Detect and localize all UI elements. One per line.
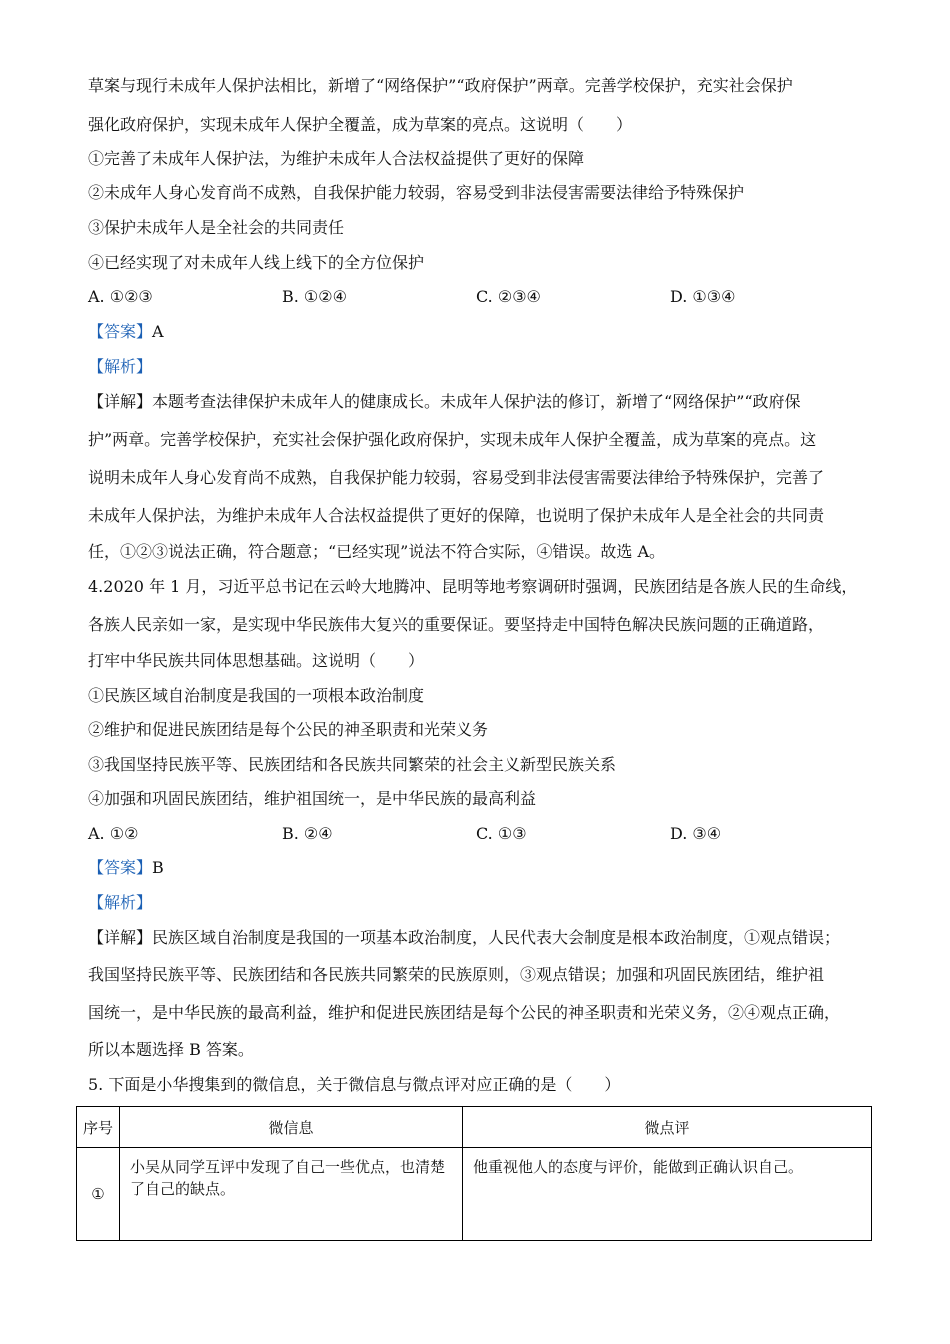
q4-answer-value: B: [152, 858, 164, 877]
q4-option-c: C. ①③: [476, 824, 527, 843]
q4-stem-line-1: 4.2020 年 1 月，习近平总书记在云岭大地腾冲、昆明等地考察调研时强调，民族团结是各族人民的生命线，: [88, 577, 858, 596]
q4-statement-3: ③我国坚持民族平等、民族团结和各民族共同繁荣的社会主义新型民族关系: [88, 755, 617, 774]
header-info: 微信息: [120, 1107, 463, 1148]
q4-statement-1: ①民族区域自治制度是我国的一项根本政治制度: [88, 686, 425, 705]
q4-detail-line-3: 国统一，是中华民族的最高利益，维护和促进民族团结是每个公民的神圣职责和光荣义务，②④观点正确，: [88, 1003, 841, 1022]
q3-detail-tag: 【详解】: [88, 392, 153, 411]
table-row: [77, 1148, 872, 1241]
q3-answer-tag: 【答案】: [88, 322, 153, 341]
q3-statement-3: ③保护未成年人是全社会的共同责任: [88, 218, 345, 237]
q4-detail-tag: 【详解】: [88, 928, 153, 947]
q4-stem-line-2: 各族人民亲如一家，是实现中华民族伟大复兴的重要保证。要坚持走中国特色解决民族问题的正确道路，: [88, 615, 825, 634]
q4-option-a: A. ①②: [88, 824, 139, 843]
q3-detail-line-1: [88, 392, 801, 412]
q4-statement-4: ④加强和巩固民族团结，维护祖国统一，是中华民族的最高利益: [88, 789, 537, 808]
q4-option-d: D. ③④: [670, 824, 722, 843]
q4-stem-line-3: 打牢中华民族共同体思想基础。这说明（ ）: [88, 651, 425, 670]
q4-options: [88, 824, 868, 844]
q4-answer: [88, 858, 164, 878]
q3-statement-1: ①完善了未成年人保护法，为维护未成年人合法权益提供了更好的保障: [88, 149, 585, 168]
q4-detail-line-1: [88, 928, 840, 948]
q4-statement-2: ②维护和促进民族团结是每个公民的神圣职责和光荣义务: [88, 720, 489, 739]
q3-detail-line-2: 护”两章。完善学校保护，充实社会保护强化政府保护，实现未成年人保护全覆盖，成为草案的亮点。这: [88, 430, 817, 449]
q5-table: [76, 1106, 872, 1241]
q4-option-b: B. ②④: [282, 824, 333, 843]
q3-stem-line-2: 强化政府保护，实现未成年人保护全覆盖，成为草案的亮点。这说明（ ）: [88, 115, 633, 134]
q5-stem: 5. 下面是小华搜集到的微信息，关于微信息与微点评对应正确的是（ ）: [88, 1075, 621, 1094]
q3-answer: [88, 322, 164, 342]
q3-detail-line-4: 未成年人保护法，为维护未成年人合法权益提供了更好的保障，也说明了保护未成年人是全社会的共同责: [88, 506, 825, 525]
q3-statement-4: ④已经实现了对未成年人线上线下的全方位保护: [88, 253, 425, 272]
q3-detail-line-3: 说明未成年人身心发育尚不成熟，自我保护能力较弱，容易受到非法侵害需要法律给予特殊保护，完善了: [88, 468, 825, 487]
q3-detail-text-1: 本题考查法律保护未成年人的健康成长。未成年人保护法的修订，新增了“网络保护”“政府保: [152, 392, 801, 411]
row-comment: 他重视他人的态度与评价，能做到正确认识自己。: [463, 1148, 872, 1241]
q3-statement-2: ②未成年人身心发育尚不成熟，自我保护能力较弱，容易受到非法侵害需要法律给予特殊保护: [88, 183, 745, 202]
q4-detail-text-1: 民族区域自治制度是我国的一项基本政治制度，人民代表大会制度是根本政治制度，①观点错误；: [152, 928, 841, 947]
q3-answer-value: A: [152, 322, 164, 341]
q4-analysis-tag: 【解析】: [88, 893, 153, 912]
q4-answer-tag: 【答案】: [88, 858, 153, 877]
q3-options: [88, 287, 868, 307]
q3-analysis-tag: 【解析】: [88, 357, 153, 376]
row-info: 小吴从同学互评中发现了自己一些优点，也清楚了自己的缺点。: [120, 1148, 463, 1241]
q4-detail-line-2: 我国坚持民族平等、民族团结和各民族共同繁荣的民族原则，③观点错误；加强和巩固民族团结，维护祖: [88, 965, 825, 984]
q4-detail-line-4: 所以本题选择 B 答案。: [88, 1040, 254, 1059]
q3-option-d: D. ①③④: [670, 287, 736, 306]
q3-option-a: A. ①②③: [88, 287, 153, 306]
row-num: ①: [77, 1148, 120, 1241]
q3-option-c: C. ②③④: [476, 287, 541, 306]
q3-detail-line-5: 任，①②③说法正确，符合题意；“已经实现”说法不符合实际，④错误。故选 A。: [88, 542, 666, 561]
table-header-row: [77, 1107, 872, 1148]
q3-option-b: B. ①②④: [282, 287, 347, 306]
header-comment: 微点评: [463, 1107, 872, 1148]
header-num: 序号: [77, 1107, 120, 1148]
q3-stem-line-1: 草案与现行未成年人保护法相比，新增了“网络保护”“政府保护”两章。完善学校保护，充实社会保护: [88, 76, 793, 95]
